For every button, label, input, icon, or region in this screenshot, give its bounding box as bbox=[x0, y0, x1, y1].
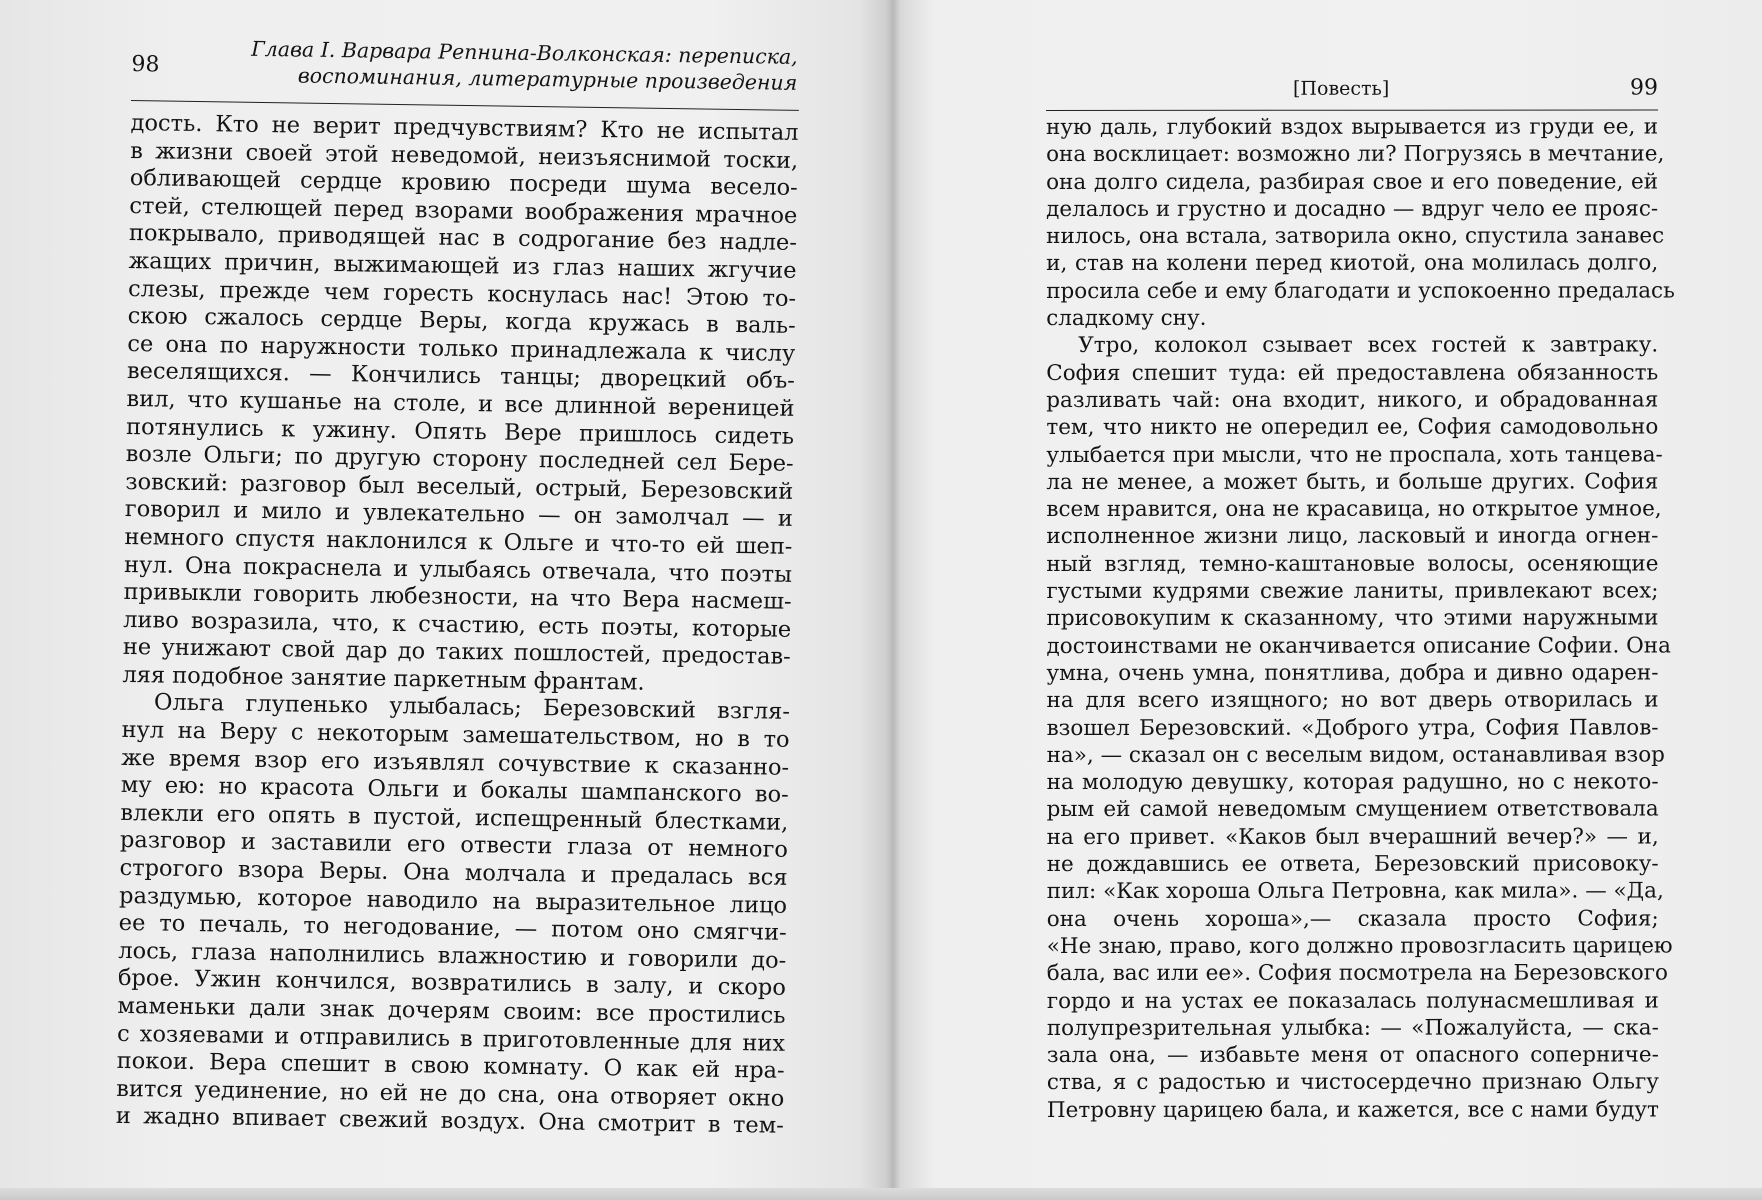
left-text-line: вил, что кушанье на столе, и все длинной вереницей bbox=[126, 385, 795, 422]
right-text-line: ную даль, глубокий вздох вырывается из груди ее, и bbox=[1046, 114, 1659, 140]
right-text-line: сладкому сну. bbox=[1046, 305, 1207, 332]
right-text-line: на его привет. «Каков был вчерашний вечер?» — и, bbox=[1046, 824, 1659, 850]
left-text-line: же время взор его изъявлял сочувствие к сказанно- bbox=[121, 744, 790, 781]
right-text-line: исполненное жизни лицо, ласковый и иногда огнен- bbox=[1046, 523, 1659, 550]
right-text-line: София спешит туда: ей предоставлена обязанность bbox=[1046, 360, 1659, 386]
left-text-line: раздумью, которое наводило на выразительное лицо bbox=[118, 882, 788, 919]
left-text-line: влекли его опять в пустой, испещренный блестками, bbox=[120, 799, 789, 836]
right-text-line: она долго сидела, разбирая свое и его поведение, ей bbox=[1046, 169, 1659, 195]
left-text-line: маменьки дали знак дочерям своим: все простились bbox=[117, 992, 786, 1029]
left-text-line: немного спустя наклонился к Ольге и что-то ей шеп- bbox=[124, 523, 793, 560]
left-text-line: ляя подобное занятие паркетным франтам. bbox=[122, 661, 645, 696]
left-text-line: зовский: разговор был веселый, острый, Березовский bbox=[125, 468, 794, 505]
right-text-line: ла не менее, а может быть, и больше других. София bbox=[1046, 469, 1659, 495]
left-text-line: привыкли говорить любезности, на что Вера насмеш- bbox=[123, 579, 792, 615]
right-text-line: просила себе и ему благодати и успокоенно предалась bbox=[1046, 278, 1675, 304]
left-text-line: в жизни своей этой неведомой, неизъяснимой тоски, bbox=[130, 137, 799, 174]
right-text-line: «Не знаю, право, кого должно провозгласить царицею bbox=[1046, 933, 1673, 959]
right-text-line: делалось и грустно и досадно — вдруг чело ее прояс- bbox=[1046, 196, 1659, 222]
left-text-line: жащих причин, выжимающей из глаз наших жгучие bbox=[128, 247, 797, 284]
right-text-line: умна, очень умна, понятлива, добра и дивно одарен- bbox=[1046, 660, 1659, 686]
left-page-number: 98 bbox=[131, 51, 160, 78]
left-text-line: потянулись к ужину. Опять Вере пришлось сидеть bbox=[125, 413, 795, 450]
left-text-line: вится уединение, но ей не до сна, она отворяет окно bbox=[116, 1075, 785, 1112]
right-text-line: улыбается при мысли, что не проспала, хоть танцева- bbox=[1046, 442, 1663, 468]
left-text-line: скою сжалось сердце Веры, когда кружась в валь- bbox=[127, 303, 796, 340]
right-text-line: всем нравится, она не красавица, но открытое умное, bbox=[1046, 496, 1662, 523]
left-text-line: разговор и заставили его отвести глаза от немного bbox=[119, 827, 789, 864]
right-text-line: присовокупим к сказанному, что этими наружными bbox=[1046, 605, 1659, 632]
left-text-line: с хозяевами и отправились в приготовленные для них bbox=[116, 1020, 786, 1057]
page-bottom-edge bbox=[0, 1188, 1762, 1200]
right-page-content bbox=[1046, 69, 1675, 1124]
left-text-line: се она по наружности только принадлежала к числу bbox=[127, 330, 796, 367]
left-text-line: ливо возразила, что, к счастию, есть поэты, которые bbox=[123, 606, 792, 643]
right-text-line: она восклицает: возможно ли? Погрузясь в мечтание, bbox=[1046, 141, 1665, 168]
left-header-rule bbox=[131, 100, 799, 111]
right-text-line: Утро, колокол сзывает всех гостей к завтраку. bbox=[1078, 332, 1659, 359]
book-gutter bbox=[886, 0, 900, 1200]
left-text-line: слезы, прежде чем горесть коснулась нас! Этою то- bbox=[127, 275, 797, 312]
right-text-line: ный взгляд, темно-каштановые волосы, осеняющие bbox=[1046, 551, 1659, 577]
right-text-line: Петровну царицею бала, и кажется, все с нами будут bbox=[1046, 1097, 1659, 1123]
right-text-line: взошел Березовский. «Доброго утра, София Павлов- bbox=[1046, 714, 1659, 741]
left-text-line: брое. Ужин кончился, возвратились в залу, и скоро bbox=[117, 965, 787, 1002]
left-text-line: нул. Она покраснела и улыбаясь отвечала, что поэты bbox=[123, 551, 793, 588]
right-text-line: на», — сказал он с веселым видом, останавливая взор bbox=[1046, 742, 1665, 768]
left-text-line: нул на Веру с некоторым замешательством, но в то bbox=[121, 716, 790, 753]
left-text-line: му ею: но красота Ольги и бокалы шампанского во- bbox=[120, 772, 789, 809]
left-running-head-line2: воспоминания, литературные произведения bbox=[297, 63, 798, 95]
right-text-line: ства, я с радостью и чистосердечно признаю Ольгу bbox=[1046, 1069, 1659, 1096]
right-text-line: тем, что никто не опередил ее, София самодовольно bbox=[1046, 414, 1659, 441]
left-running-head-line1: Глава I. Варвара Репнина-Волконская: переписка, bbox=[251, 36, 798, 69]
left-text-line: и жадно впивает свежий воздух. Она смотрит в тем- bbox=[115, 1103, 785, 1140]
left-text-line: возле Ольги; по другую сторону последней сел Бере- bbox=[125, 441, 794, 477]
left-text-line: веселящихся. — Кончились танцы; дворецкий объ- bbox=[126, 358, 796, 395]
left-text-line: Ольга глупенько улыбалась; Березовский взгля- bbox=[153, 689, 791, 726]
left-text-line: покои. Вера спешит в свою комнату. О как ей нра- bbox=[116, 1048, 785, 1084]
right-text-line: достоинствами не оканчивается описание Софии. Она bbox=[1046, 633, 1671, 659]
right-text-line: пил: «Как хороша Ольга Петровна, как мила». — «Да, bbox=[1046, 878, 1664, 905]
right-text-line: бала, вас или ее». София посмотрела на Березовского bbox=[1046, 960, 1668, 987]
right-text-line: гордо и на устах ее показалась полунасмешливая и bbox=[1046, 987, 1659, 1014]
left-page-header bbox=[131, 30, 800, 112]
right-text-line: нилось, она встала, затворила окно, спустила занавес bbox=[1046, 223, 1665, 250]
left-text-line: говорил и мило и увлекательно — он замолчал — и bbox=[124, 496, 794, 533]
right-text-line: густыми кудрями свежие ланиты, привлекают всех; bbox=[1046, 578, 1659, 605]
left-text-line: ее то печаль, то негодование, — потом оно смягчи- bbox=[118, 910, 787, 947]
left-text-line: покрывало, приводящей нас в содрогание без надле- bbox=[128, 220, 798, 257]
left-text-line: не унижают свой дар до таких пошлостей, предостав- bbox=[122, 634, 791, 671]
left-text-line: обливающей сердце кровию посреди шума весело- bbox=[129, 165, 798, 202]
left-running-head bbox=[237, 36, 798, 96]
right-text-line: разливать чай: она входит, никого, и обрадованная bbox=[1046, 387, 1659, 413]
right-text-line: на молодую девушку, которая радушно, но с некото- bbox=[1046, 769, 1659, 796]
right-text-line: и, став на колени перед киотой, она молилась долго, bbox=[1046, 250, 1659, 277]
right-text-line: она очень хороша»,— сказала просто София; bbox=[1046, 906, 1659, 932]
right-page-number: 99 bbox=[1630, 75, 1659, 101]
right-text-line: на для всего изящного; но вот дверь отворилась и bbox=[1046, 687, 1659, 714]
right-body-text bbox=[1046, 113, 1675, 1124]
right-header-rule bbox=[1046, 109, 1658, 111]
left-text-line: дость. Кто не верит предчувствиям? Кто не испытал bbox=[130, 109, 799, 146]
left-text-line: строгого взора Веры. Она молчала и предалась вся bbox=[119, 854, 788, 891]
left-body-text bbox=[116, 110, 799, 1141]
left-text-line: лось, глаза наполнились влажностию и говорили до- bbox=[118, 937, 787, 974]
right-page-header bbox=[1046, 69, 1658, 110]
left-text-line: стей, стелющей перед взорами воображения мрачное bbox=[129, 192, 798, 229]
right-text-line: полупрезрительная улыбка: — «Пожалуйста, — ска- bbox=[1046, 1015, 1659, 1041]
right-running-head: [Повесть] bbox=[1293, 77, 1390, 100]
right-text-line: зала она, — избавьте меня от опасного соперниче- bbox=[1046, 1042, 1659, 1069]
left-page-content bbox=[116, 30, 800, 1141]
right-text-line: рым ей самой неведомым смущением ответствовала bbox=[1046, 796, 1659, 823]
right-text-line: не дождавшись ее ответа, Березовский присовоку- bbox=[1046, 851, 1659, 878]
